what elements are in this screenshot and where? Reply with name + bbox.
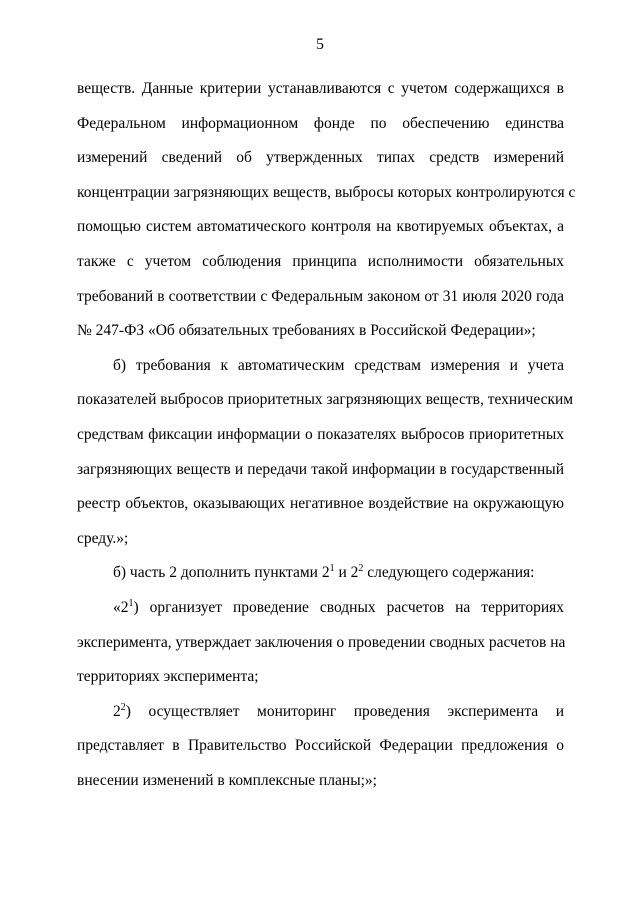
text-line: б) требования к автоматическим средствам измерения и учета	[113, 356, 564, 374]
text-line: веществ. Данные критерии устанавливаются с учетом содержащихся в	[77, 80, 564, 97]
text-line: также с учетом соблюдения принципа исполнимости обязательных	[77, 252, 564, 270]
text-line: № 247-ФЗ «Об обязательных требованиях в Российской Федерации»;	[77, 322, 536, 340]
text-line: требований в соответствии с Федеральным законом от 31 июля 2020 года	[77, 287, 564, 305]
document-body	[77, 72, 576, 798]
text-line: измерений сведений об утвержденных типах средств измерений	[77, 149, 564, 167]
text-line: показателей выбросов приоритетных загрязняющих веществ, техническим	[77, 391, 574, 409]
text-line: Федеральном информационном фонде по обеспечению единства	[77, 114, 564, 132]
text-line: представляет в Правительство Российской Федерации предложения о	[77, 737, 564, 755]
text-line: концентрации загрязняющих веществ, выбросы которых контролируются с	[77, 183, 576, 201]
text-line: среду.»;	[77, 529, 129, 547]
paragraph-2-1-line: «$2^1$) организует проведение сводных расчетов на территориях	[113, 597, 564, 616]
text-line: загрязняющих веществ и передачи такой информации в государственный	[77, 460, 564, 478]
text-line: реестр объектов, оказывающих негативное воздействие на окружающую	[77, 495, 564, 513]
page-number: 5	[316, 36, 324, 53]
text-line: средствам фиксации информации о показателях выбросов приоритетных	[77, 425, 564, 443]
text-line: внесении изменений в комплексные планы;»;	[77, 771, 377, 789]
text-line: эксперимента, утверждает заключения о проведении сводных расчетов на	[77, 633, 566, 651]
paragraph-2-2-line: $2^2$) осуществляет мониторинг проведения эксперимента и	[113, 701, 564, 720]
paragraph-part2: б) часть 2 дополнить пунктами $2^1$ и $2^2$ следующего содержания:	[113, 563, 535, 582]
text-line: территориях эксперимента;	[77, 668, 259, 686]
text-line: помощью систем автоматического контроля на квотируемых объектах, а	[77, 218, 564, 236]
